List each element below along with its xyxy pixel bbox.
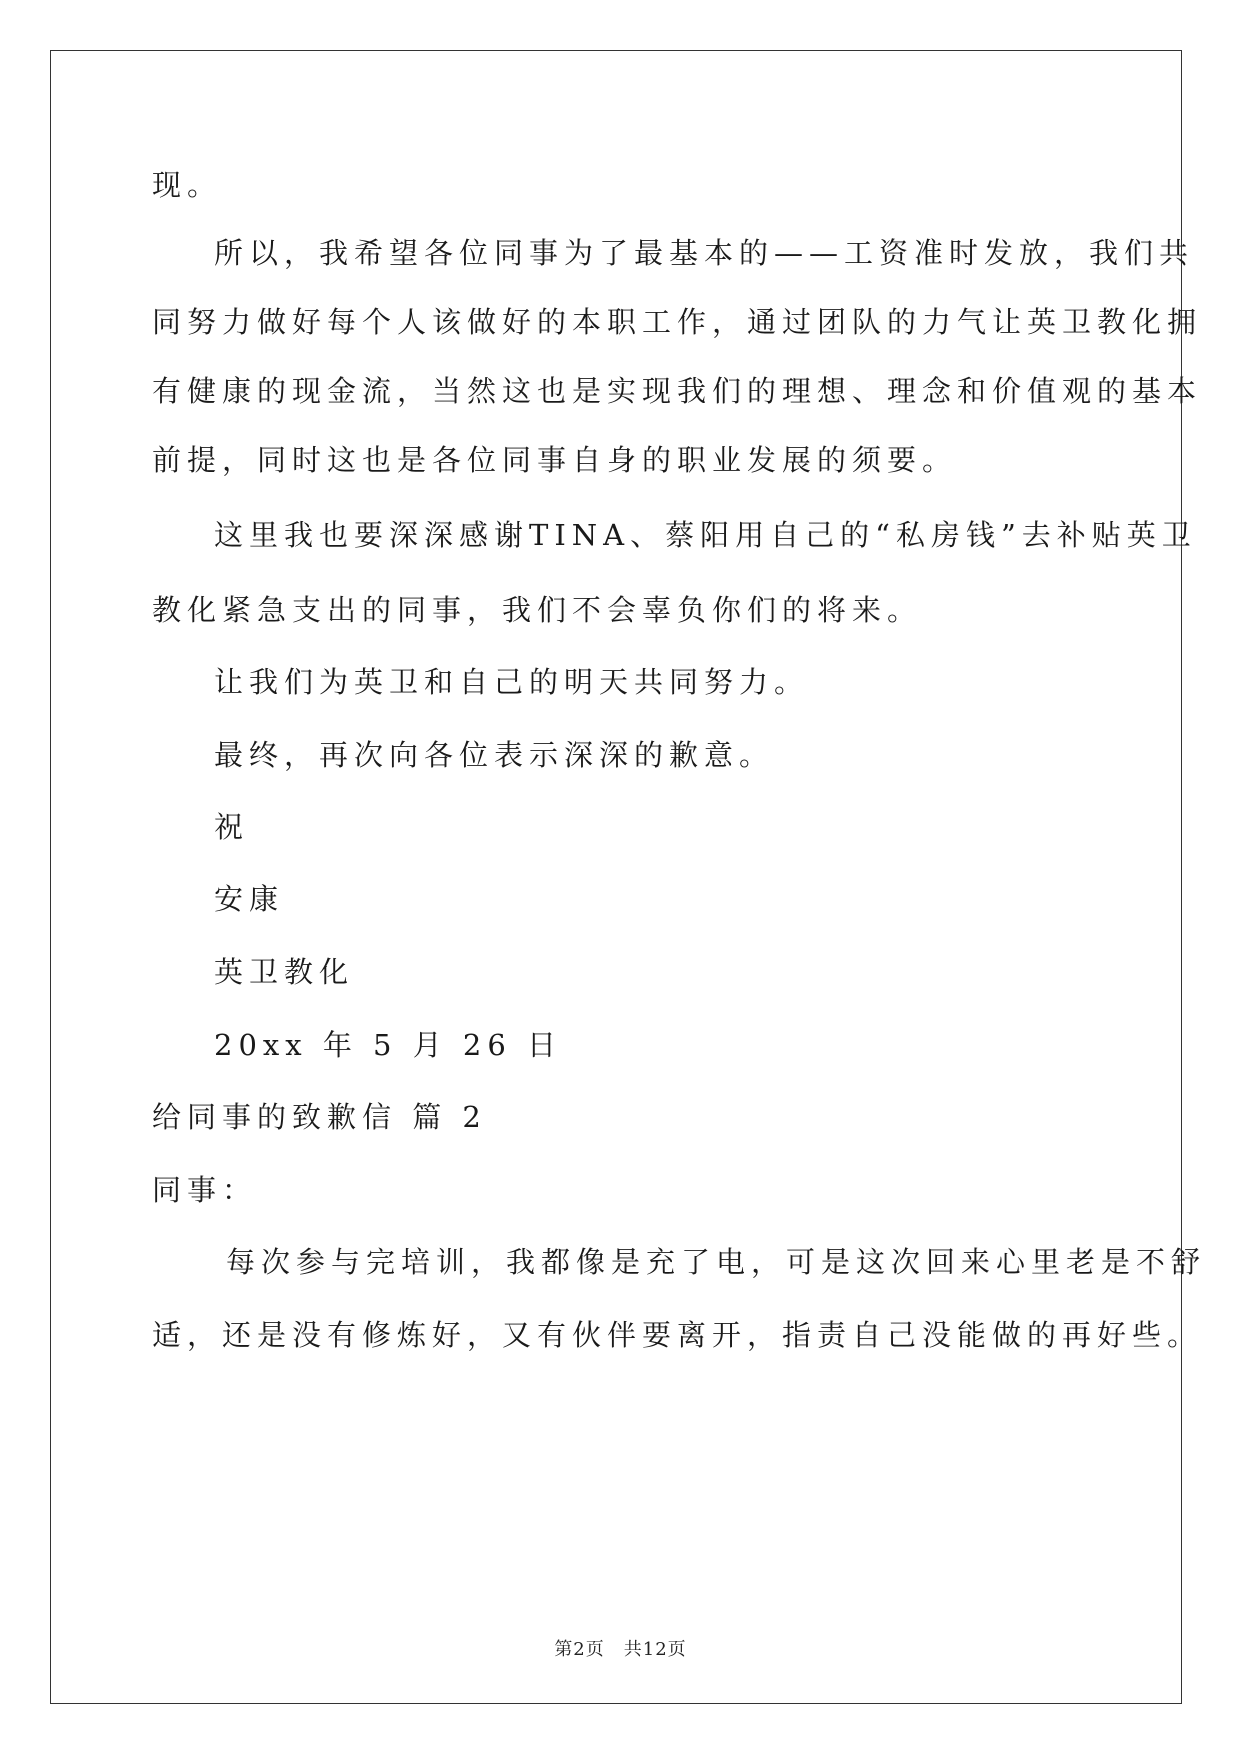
paragraph-line: 最终，再次向各位表示深深的歉意。 <box>214 738 775 772</box>
page-border <box>50 50 1182 1704</box>
paragraph-line: 每次参与完培训，我都像是充了电，可是这次回来心里老是不舒 <box>226 1245 1207 1279</box>
paragraph-line: 前提，同时这也是各位同事自身的职业发展的须要。 <box>152 443 958 477</box>
paragraph-line: 同努力做好每个人该做好的本职工作，通过团队的力气让英卫教化拥 <box>152 305 1203 339</box>
closing-line: 祝 <box>214 810 250 844</box>
paragraph-line: 教化紧急支出的同事，我们不会辜负你们的将来。 <box>152 593 923 627</box>
section-heading: 给同事的致歉信 篇 2 <box>152 1100 487 1134</box>
paragraph-line: 适，还是没有修炼好，又有伙伴要离开，指责自己没能做的再好些。 <box>152 1318 1203 1352</box>
paragraph-line: 这里我也要深深感谢TINA、蔡阳用自己的“私房钱”去补贴英卫 <box>214 518 1197 552</box>
text-line: 现。 <box>152 168 223 202</box>
paragraph-line: 所以，我希望各位同事为了最基本的——工资准时发放，我们共 <box>214 236 1195 270</box>
paragraph-line: 让我们为英卫和自己的明天共同努力。 <box>214 665 810 699</box>
paragraph-line: 有健康的现金流，当然这也是实现我们的理想、理念和价值观的基本 <box>152 374 1203 408</box>
signature: 英卫教化 <box>214 955 355 989</box>
page-number: 第2页 共12页 <box>554 1639 687 1660</box>
date-line: 20xx 年 5 月 26 日 <box>214 1028 563 1062</box>
salutation: 同事： <box>152 1173 258 1207</box>
closing-line: 安康 <box>214 882 285 916</box>
